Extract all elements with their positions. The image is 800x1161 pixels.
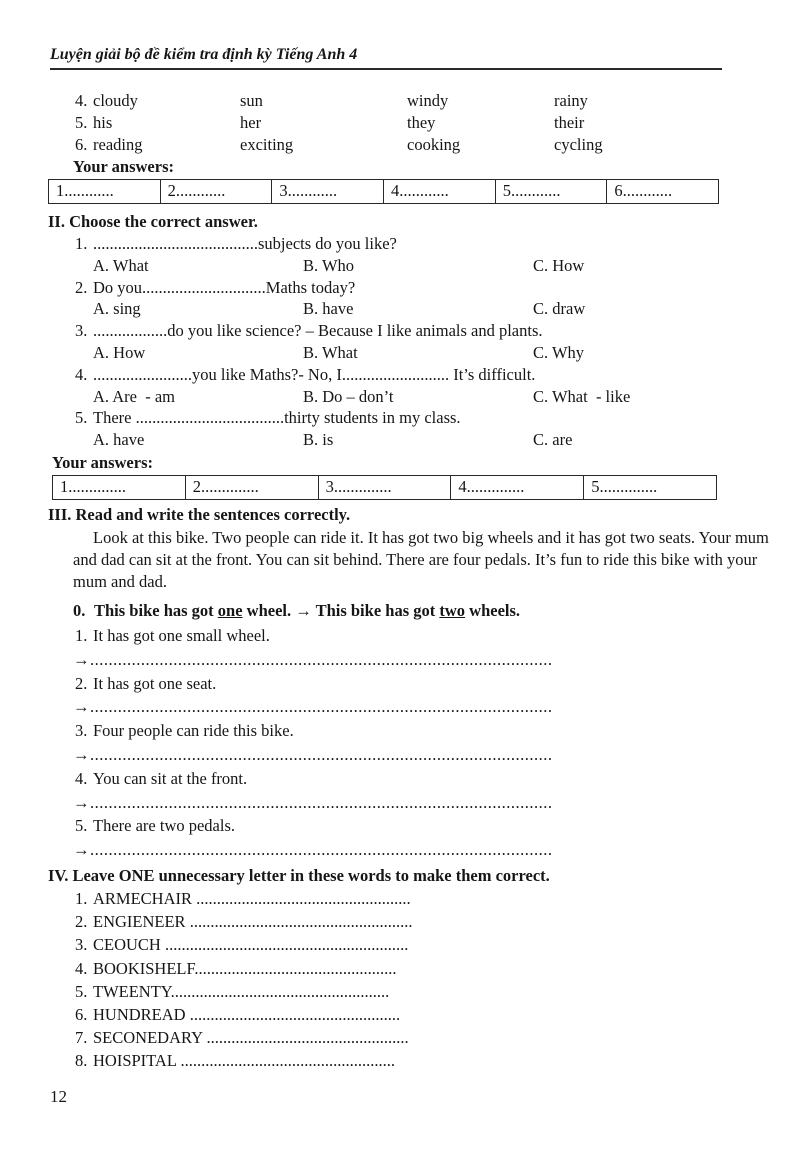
item-number: 8.: [75, 1051, 88, 1071]
word-item-7: [75, 1026, 770, 1049]
word-row: [75, 134, 770, 156]
word-item-3: [75, 933, 770, 956]
example-text: wheels.: [465, 600, 521, 620]
page-number: 12: [50, 1086, 67, 1106]
example-text: This bike has got: [94, 600, 218, 620]
item-number: 4.: [75, 958, 88, 978]
question-number: 3.: [75, 321, 88, 341]
option-b: B. have: [303, 299, 354, 319]
underlined-word: two: [439, 600, 466, 620]
answer-blank-line: →....................................................................................................: [73, 649, 553, 669]
rewrite-item-5: [75, 814, 770, 838]
word: ENGIENEER: [93, 912, 186, 932]
dotted-blank: ....................................................: [176, 1051, 395, 1071]
word: cooking: [407, 135, 461, 154]
question-text: Do you..............................Maths today?: [93, 277, 356, 297]
word-item-8: [75, 1049, 770, 1072]
word: cycling: [554, 135, 603, 154]
option-a: A. How: [93, 342, 146, 362]
item-text: There are two pedals.: [93, 816, 236, 836]
answer-blank-line: →....................................................................................................: [73, 792, 553, 812]
option-c: C. How: [533, 255, 585, 275]
question-5-options: [93, 429, 770, 451]
word-row: [75, 90, 770, 112]
word: TWEENTY: [93, 981, 171, 1001]
rewrite-item-2: [75, 672, 770, 696]
word: his: [93, 113, 113, 132]
option-b: B. Who: [303, 255, 355, 275]
question-number: 2.: [75, 277, 88, 297]
answer-cell: 3............: [271, 180, 383, 203]
example-sentence: [73, 600, 770, 622]
answer-blank-line: →....................................................................................................: [73, 697, 553, 717]
option-b: B. What: [303, 342, 358, 362]
item-text: You can sit at the front.: [93, 768, 248, 788]
item-number: 2.: [75, 673, 88, 693]
word: reading: [93, 135, 143, 154]
word: BOOKISHELF: [93, 958, 195, 978]
item-text: Four people can ride this bike.: [93, 721, 294, 741]
answers-table-6: [48, 179, 719, 204]
question-3-options: [93, 342, 770, 364]
example-text: wheel. → This bike has got: [242, 600, 440, 620]
rewrite-item-3: [75, 719, 770, 743]
word-item-1: [75, 887, 770, 910]
option-c: C. What - like: [533, 386, 631, 406]
item-number: 6.: [75, 1004, 88, 1024]
question-2: [75, 277, 770, 299]
word: SECONEDARY: [93, 1028, 203, 1048]
word: CEOUCH: [93, 935, 161, 955]
section-iv-heading: IV. Leave ONE unnecessary letter in these words to make them correct.: [48, 865, 550, 885]
question-number: 1.: [75, 234, 88, 253]
header-title: Luyện giải bộ đề kiểm tra định kỳ Tiếng Anh 4: [50, 46, 358, 63]
question-text: ........................you like Maths?- No, I.......................... It’s difficult.: [93, 364, 536, 384]
word: their: [554, 113, 585, 132]
item-number: 2.: [75, 912, 88, 932]
dotted-blank: ......................................................: [185, 912, 413, 932]
item-text: It has got one seat.: [93, 673, 217, 693]
option-a: A. Are - am: [93, 386, 176, 406]
answer-cell: 4..............: [450, 476, 583, 499]
option-a: A. What: [93, 255, 149, 275]
answer-cell: 6............: [606, 180, 718, 203]
word-match-block: [48, 90, 770, 156]
question-4-options: [93, 386, 770, 408]
row-number: 4.: [75, 91, 88, 110]
dotted-blank: .................................................: [194, 958, 397, 978]
item-number: 3.: [75, 721, 88, 741]
question-3: [75, 320, 770, 342]
word-item-6: [75, 1003, 770, 1026]
word: ARMECHAIR: [93, 888, 193, 908]
item-number: 4.: [75, 768, 88, 788]
question-text: ........................................subjects do you like?: [93, 234, 397, 253]
item-number: 3.: [75, 935, 88, 955]
answer-blank-line: →....................................................................................................: [73, 744, 553, 764]
word: windy: [407, 91, 449, 110]
word: they: [407, 113, 436, 132]
underlined-word: one: [217, 600, 243, 620]
answer-cell: 1............: [56, 181, 114, 200]
word: HOISPITAL: [93, 1051, 177, 1071]
question-2-options: [93, 298, 770, 320]
option-a: A. have: [93, 430, 145, 450]
rewrite-item-4: [75, 767, 770, 791]
item-number: 5.: [75, 981, 88, 1001]
row-number: 6.: [75, 135, 88, 154]
word-row: [75, 112, 770, 134]
item-text: It has got one small wheel.: [93, 625, 270, 645]
item-number: 1.: [75, 888, 88, 908]
question-number: 5.: [75, 408, 88, 428]
option-a: A. sing: [93, 299, 141, 319]
answer-cell: 5............: [495, 180, 607, 203]
answer-cell: 5..............: [583, 476, 716, 499]
word: sun: [240, 91, 263, 110]
dotted-blank: ....................................................: [192, 888, 411, 908]
answer-cell: 2............: [160, 180, 272, 203]
section-ii-heading: II. Choose the correct answer.: [48, 212, 258, 231]
question-text: There ....................................thirty students in my class.: [93, 408, 461, 428]
dotted-blank: .................................................: [202, 1028, 409, 1048]
question-4: [75, 364, 770, 386]
word-item-4: [75, 957, 770, 980]
answer-cell: 3..............: [318, 476, 451, 499]
row-number: 5.: [75, 113, 88, 132]
word: rainy: [554, 91, 588, 110]
your-answers-label: Your answers:: [73, 157, 174, 176]
item-number: 1.: [75, 625, 88, 645]
item-number: 7.: [75, 1028, 88, 1048]
question-5: [75, 407, 770, 429]
question-1: [75, 233, 770, 255]
your-answers-label: Your answers:: [52, 452, 153, 472]
option-c: C. draw: [533, 299, 586, 319]
dotted-blank: ...................................................: [185, 1004, 401, 1024]
section-iii-heading: III. Read and write the sentences correctly.: [48, 504, 351, 524]
word: her: [240, 113, 262, 132]
dotted-blank: ...........................................................: [160, 935, 409, 955]
item-number: 5.: [75, 816, 88, 836]
word: exciting: [240, 135, 294, 154]
word-item-2: [75, 910, 770, 933]
rewrite-item-1: [75, 624, 770, 648]
option-b: B. Do – don’t: [303, 386, 394, 406]
answer-cell: 4............: [383, 180, 495, 203]
dotted-blank: .....................................................: [170, 981, 390, 1001]
option-c: C. Why: [533, 342, 585, 362]
document-page: [0, 46, 800, 1107]
example-number: 0.: [73, 600, 86, 620]
option-b: B. is: [303, 430, 334, 450]
question-1-options: [93, 255, 770, 277]
page-header: [50, 46, 722, 70]
question-number: 4.: [75, 364, 88, 384]
answer-cell: 2..............: [185, 476, 318, 499]
answer-cell: 1..............: [60, 476, 126, 496]
word-item-5: [75, 980, 770, 1003]
answers-table-5: [52, 475, 717, 500]
option-c: C. are: [533, 430, 573, 450]
word: HUNDREAD: [93, 1004, 186, 1024]
reading-paragraph: Look at this bike. Two people can ride it. It has got two big wheels and it has got two seats. Your mum and dad can sit at the front. You can sit behind. There are four pedals. It’s fun to ride this bike with your mum and dad.: [73, 527, 769, 591]
answer-blank-line: →....................................................................................................: [73, 840, 553, 860]
word: cloudy: [93, 91, 138, 110]
question-text: ..................do you like science? – Because I like animals and plants.: [93, 321, 543, 341]
